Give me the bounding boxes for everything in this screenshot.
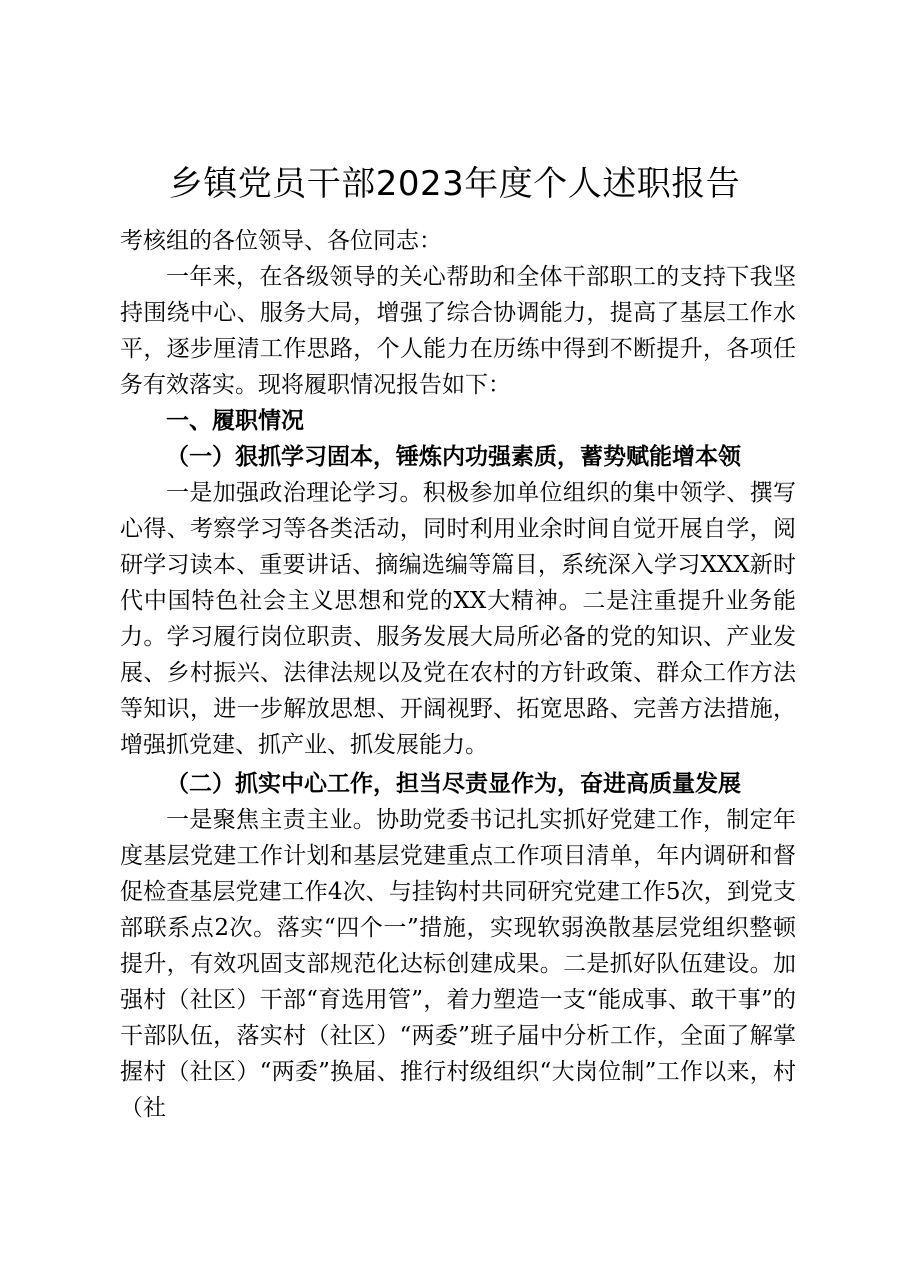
document-body: [120, 223, 796, 1126]
subsection-body-central-work: 一是聚焦主责主业。协助党委书记扎实抓好党建工作，制定年度基层党建工作计划和基层党建重点工作项目清单，年内调研和督促检查基层党建工作4次、与挂钩村共同研究党建工作5次，到党支部联系点2次。落实“四个一”措施，实现软弱涣散基层党组织整顿提升，有效巩固支部规范化达标创建成果。二是抓好队伍建设。加强村（社区）干部“育选用管”，着力塑造一支“能成事、敢干事”的干部队伍，落实村（社区）“两委”班子届中分析工作，全面了解掌握村（社区）“两委”换届、推行村级组织“大岗位制”工作以来，村（社: [120, 807, 796, 1121]
subsection-body-study: 一是加强政治理论学习。积极参加单位组织的集中领学、撰写心得、考察学习等各类活动，同时利用业余时间自觉开展自学，阅研学习读本、重要讲话、摘编选编等篇目，系统深入学习XXX新时代中国特色社会主义思想和党的XX大精神。二是注重提升业务能力。学习履行岗位职责、服务发展大局所必备的党的知识、产业发展、乡村振兴、法律法规以及党在农村的方针政策、群众工作方法等知识，进一步解放思想、开阔视野、拓宽思路、完善方法措施，增强抓党建、抓产业、抓发展能力。: [120, 480, 796, 758]
subsection-heading-central-work: （二）抓实中心工作，担当尽责显作为，奋进高质量发展: [166, 770, 741, 797]
subsection-heading-study: （一）狠抓学习固本，锤炼内功强素质，蓄势赋能增本领: [166, 443, 741, 470]
document-title: 乡镇党员干部2023年度个人述职报告: [168, 164, 741, 204]
intro-paragraph: 一年来，在各级领导的关心帮助和全体干部职工的支持下我坚持围绕中心、服务大局，增强了综合协调能力，提高了基层工作水平，逐步厘清工作思路，个人能力在历练中得到不断提升，各项任务有效落实。现将履职情况报告如下：: [120, 264, 796, 398]
section-heading-performance: 一、履职情况: [166, 408, 304, 434]
salutation: 考核组的各位领导、各位同志：: [120, 228, 442, 254]
